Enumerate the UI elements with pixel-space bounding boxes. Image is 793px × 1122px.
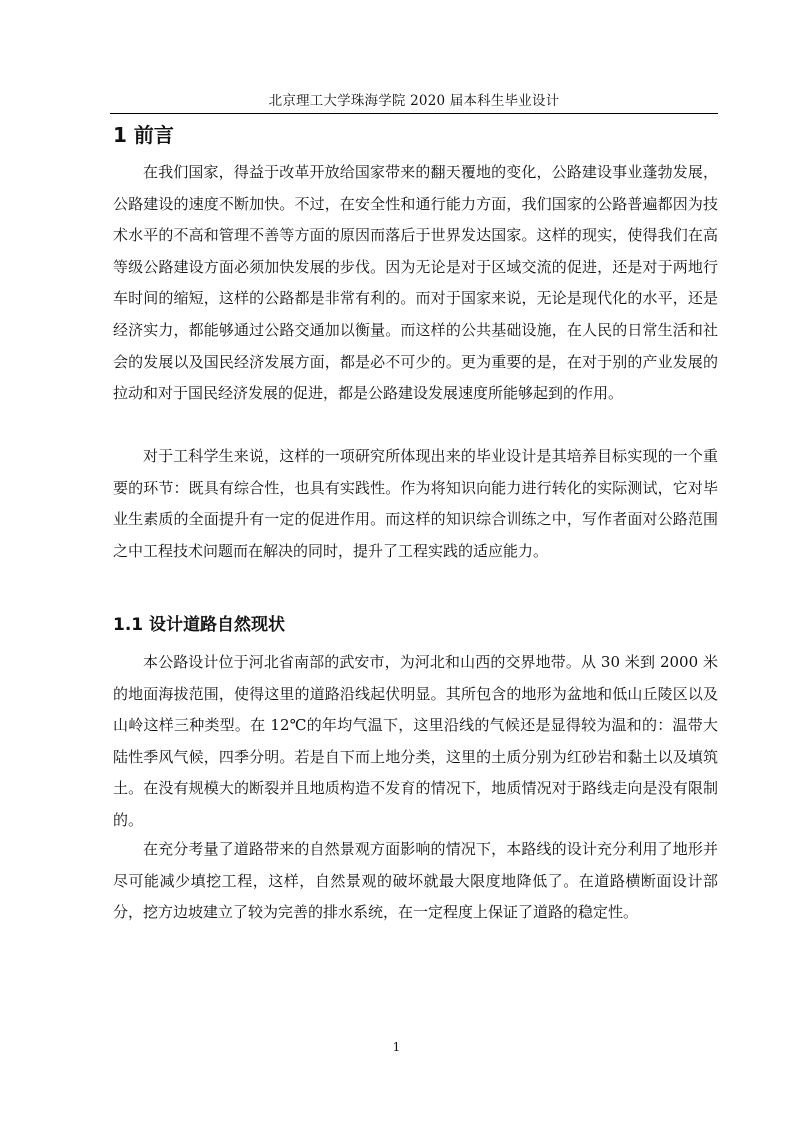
- subsection-heading-natural-conditions: 1.1 设计道路自然现状: [113, 615, 286, 635]
- section-heading-preface: 1 前言: [113, 123, 174, 147]
- natural-conditions-paragraph-1: 本公路设计位于河北省南部的武安市，为河北和山西的交界地带。从 30 米到 2000 米的地面海拔范围，使得这里的道路沿线起伏明显。其所包含的地形为盆地和低山丘陵区以及山岭这样三种类型。在 12℃的年均气温下，这里沿线的气候还是显得较为温和的：温带大陆性季风气候，四季分明。若是自下而上地分类，这里的土质分别为红砂岩和黏土以及填筑土。在没有规模大的断裂并且地质构造不发育的情况下，地质情况对于路线走向是没有限制的。: [113, 653, 718, 829]
- natural-conditions-paragraph-2: 在充分考量了道路带来的自然景观方面影响的情况下，本路线的设计充分利用了地形并尽可能减少填挖工程，这样，自然景观的破坏就最大限度地降低了。在道路横断面设计部分，挖方边坡建立了较为完善的排水系统，在一定程度上保证了道路的稳定性。: [113, 840, 718, 922]
- preface-paragraph-1: 在我们国家，得益于改革开放给国家带来的翻天覆地的变化，公路建设事业蓬勃发展，公路建设的速度不断加快。不过，在安全性和通行能力方面，我们国家的公路普遍都因为技术水平的不高和管理不善等方面的原因而落后于世界发达国家。这样的现实，使得我们在高等级公路建设方面必须加快发展的步伐。因为无论是对于区域交流的促进，还是对于两地行车时间的缩短，这样的公路都是非常有利的。而对于国家来说，无论是现代化的水平，还是经济实力，都能够通过公路交通加以衡量。而这样的公共基础设施，在人民的日常生活和社会的发展以及国民经济发展方面，都是必不可少的。更为重要的是，在对于别的产业发展的拉动和对于国民经济发展的促进，都是公路建设发展速度所能够起到的作用。: [113, 163, 718, 403]
- header-divider: [110, 113, 718, 114]
- running-header: 北京理工大学珠海学院 2020 届本科生毕业设计: [268, 93, 560, 109]
- page-number: 1: [392, 1040, 401, 1054]
- preface-paragraph-2: 对于工科学生来说，这样的一项研究所体现出来的毕业设计是其培养目标实现的一个重要的环节：既具有综合性，也具有实践性。作为将知识向能力进行转化的实际测试，它对毕业生素质的全面提升有一定的促进作用。而这样的知识综合训练之中，写作者面对公路范围之中工程技术问题而在解决的同时，提升了工程实践的适应能力。: [113, 447, 718, 560]
